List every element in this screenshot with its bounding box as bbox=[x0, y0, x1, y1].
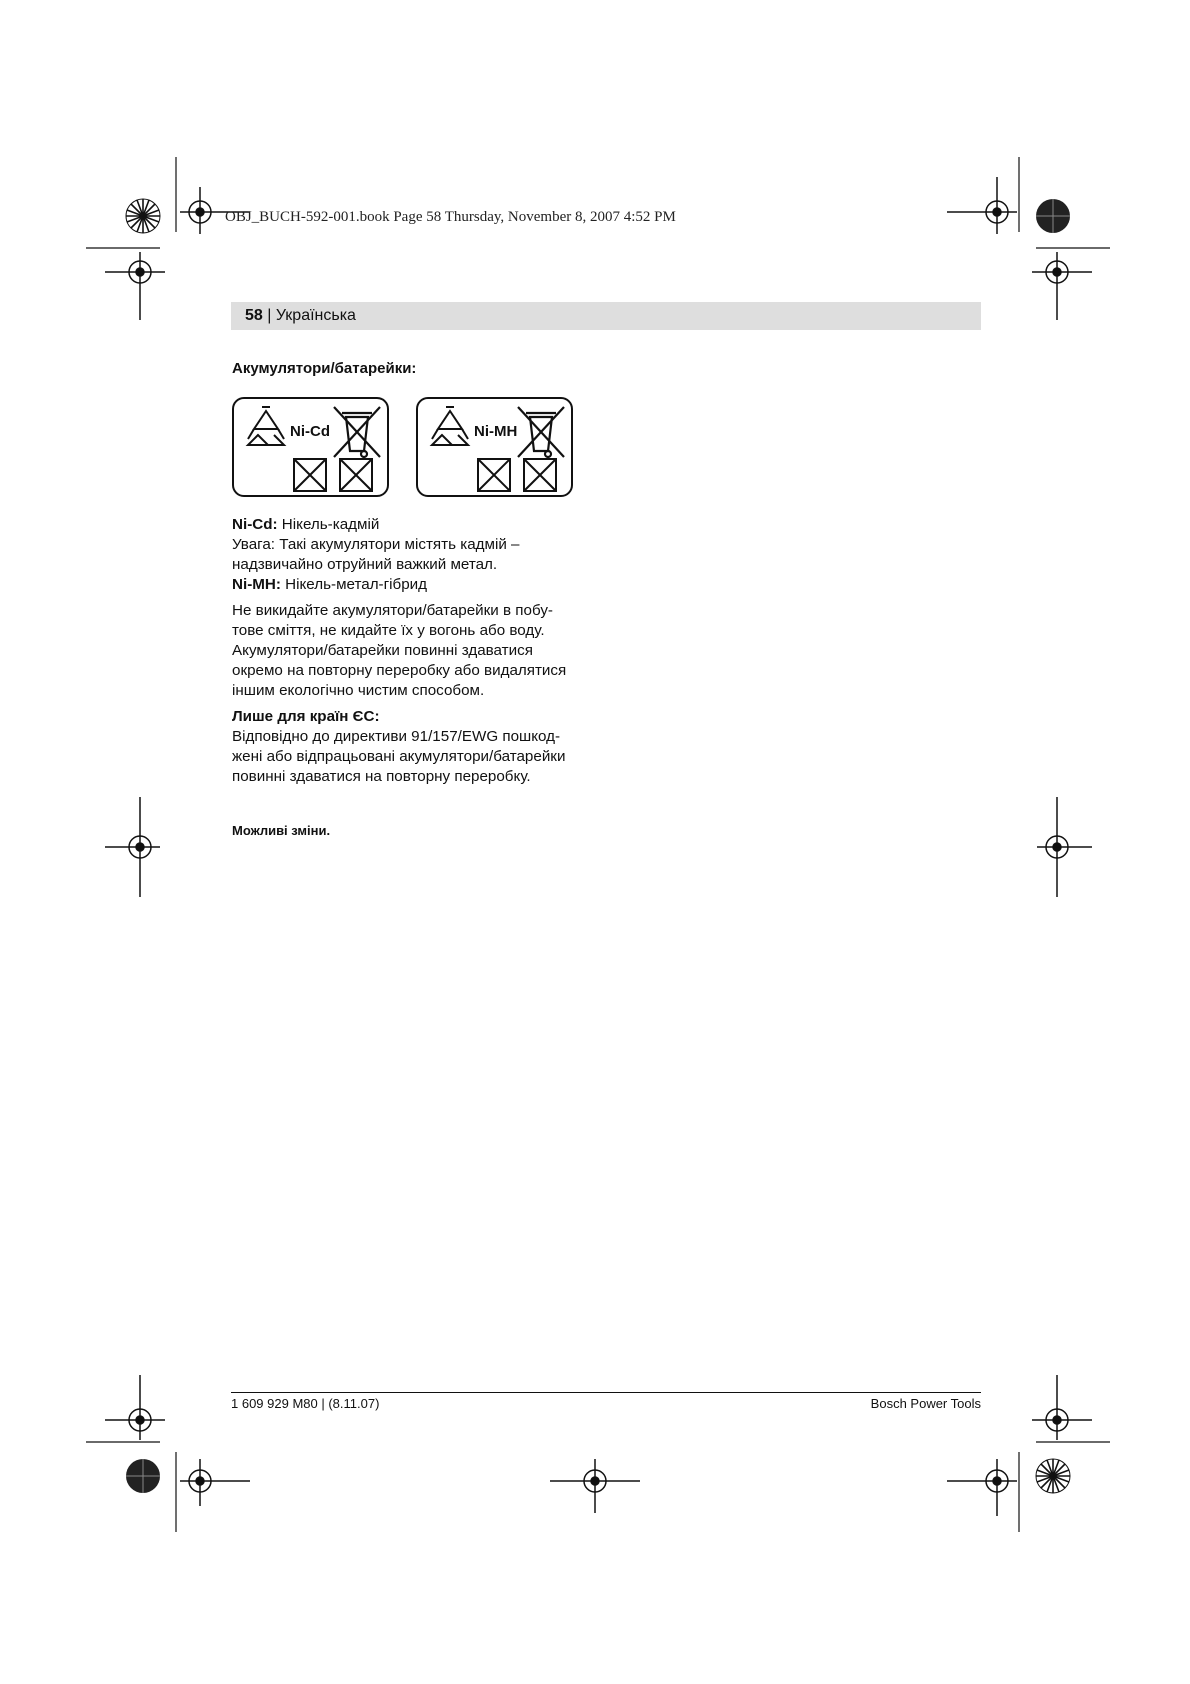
nicd-desc: Нікель-кадмій bbox=[277, 516, 380, 533]
main-content bbox=[232, 360, 632, 787]
footer-rule bbox=[231, 1392, 981, 1393]
eu-line-2: жені або відпрацьовані акумулятори/батарейки bbox=[232, 748, 566, 765]
disposal-line-1: Не викидайте акумулятори/батарейки в побу- bbox=[232, 602, 553, 619]
no-dispose-icons bbox=[478, 459, 556, 491]
nimh-term: Ni-MH: bbox=[232, 576, 281, 593]
disposal-paragraph bbox=[232, 601, 632, 701]
no-dispose-icons bbox=[294, 459, 372, 491]
page-number: 58 bbox=[245, 307, 263, 324]
page-separator: | bbox=[262, 307, 276, 324]
footer-doc-number: 1 609 929 M80 | (8.11.07) bbox=[231, 1396, 380, 1411]
eu-line-1: Відповідно до директиви 91/157/EWG пошкод- bbox=[232, 728, 561, 745]
warning-line-1: Увага: Такі акумулятори містять кадмій – bbox=[232, 536, 520, 553]
nicd-symbol-box bbox=[232, 397, 389, 497]
recycling-icon bbox=[432, 407, 468, 445]
crossed-bin-icon bbox=[518, 407, 564, 457]
nicd-term: Ni-Cd: bbox=[232, 516, 278, 533]
disposal-line-5: іншим екологічно чистим способом. bbox=[232, 682, 485, 699]
footer-brand: Bosch Power Tools bbox=[870, 1396, 981, 1411]
crossed-bin-icon bbox=[334, 407, 380, 457]
disposal-line-4: окремо на повторну переробку або видалятися bbox=[232, 662, 567, 679]
section-title: Акумулятори/батарейки: bbox=[232, 360, 417, 377]
warning-line-2: надзвичайно отруйний важкий метал. bbox=[232, 556, 498, 573]
disposal-line-3: Акумулятори/батарейки повинні здаватися bbox=[232, 642, 533, 659]
changes-note: Можливі зміни. bbox=[232, 823, 331, 838]
nimh-desc: Нікель-метал-гібрид bbox=[280, 576, 428, 593]
eu-line-3: повинні здаватися на повторну переробку. bbox=[232, 768, 531, 785]
recycling-icon bbox=[248, 407, 284, 445]
nimh-symbol-graphic bbox=[418, 399, 575, 499]
page-header-band bbox=[231, 302, 981, 330]
nimh-symbol-box bbox=[416, 397, 573, 497]
print-slug: OBJ_BUCH-592-001.book Page 58 Thursday, November 8, 2007 4:52 PM bbox=[225, 209, 676, 225]
nicd-symbol-graphic bbox=[234, 399, 391, 499]
nicd-label: Ni-Cd bbox=[290, 423, 330, 440]
nimh-definition bbox=[232, 575, 632, 595]
nicd-definition bbox=[232, 515, 632, 535]
language-label: Українська bbox=[275, 307, 356, 324]
disposal-line-2: тове сміття, не кидайте їх у вогонь або воду. bbox=[232, 622, 545, 639]
nimh-label: Ni-MH bbox=[474, 423, 518, 440]
disposal-symbols bbox=[232, 397, 632, 497]
eu-title: Лише для країн ЄС: bbox=[232, 708, 380, 725]
eu-paragraph bbox=[232, 707, 632, 787]
